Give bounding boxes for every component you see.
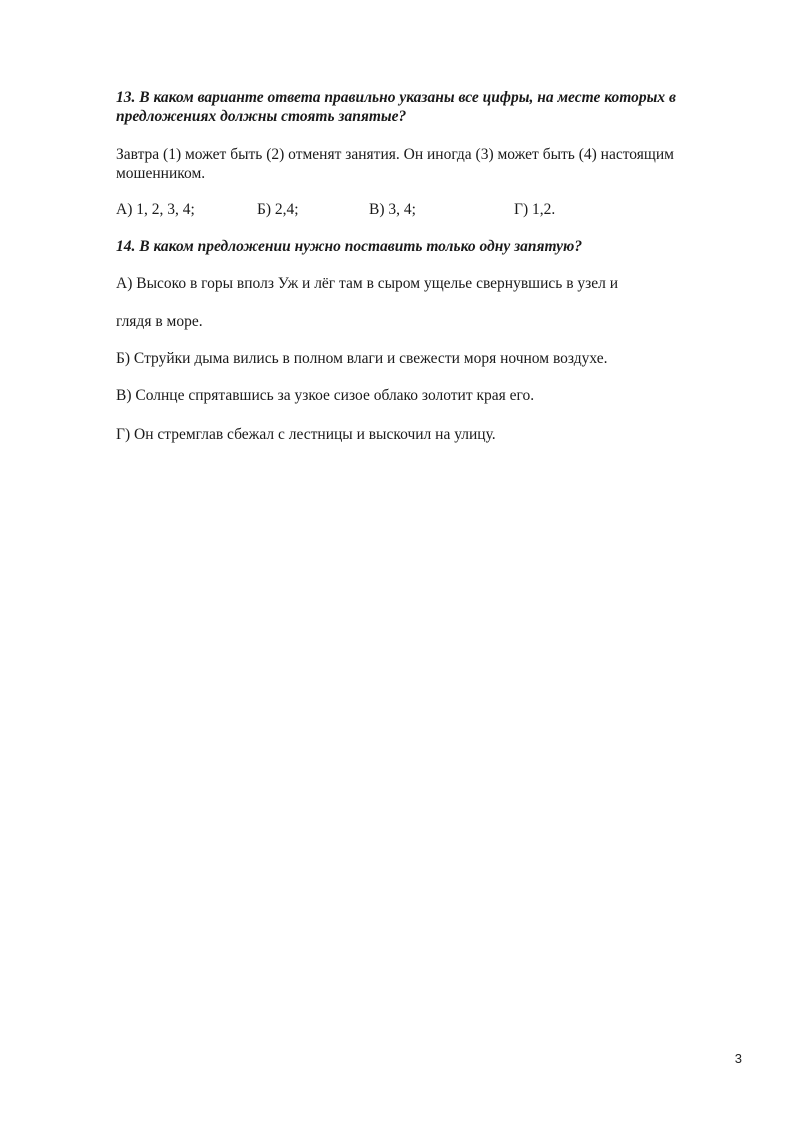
question-13-option-c: В) 3, 4; [369, 201, 416, 218]
question-13-text: Завтра (1) может быть (2) отменят занятия. Он иногда (3) может быть (4) настоящим мошенником. [116, 146, 674, 182]
question-13-option-a: А) 1, 2, 3, 4; [116, 201, 195, 218]
page-number: 3 [734, 1051, 742, 1066]
question-14-option-a-line2: глядя в море. [116, 313, 203, 330]
question-14-title: 14. В каком предложении нужно поставить только одну запятую? [116, 238, 583, 255]
question-13-option-b: Б) 2,4; [257, 201, 299, 218]
question-14-option-b: Б) Струйки дыма вились в полном влаги и свежести моря ночном воздухе. [116, 350, 608, 367]
question-14-option-d: Г) Он стремглав сбежал с лестницы и выскочил на улицу. [116, 426, 496, 443]
question-13-option-d: Г) 1,2. [514, 201, 556, 218]
question-14-option-c: В) Солнце спрятавшись за узкое сизое облако золотит края его. [116, 387, 535, 404]
question-13-title: 13. В каком варианте ответа правильно указаны все цифры, на месте которых в предложениях должны стоять запятые? [116, 89, 676, 125]
question-14-option-a-line1: А) Высоко в горы вполз Уж и лёг там в сыром ущелье свернувшись в узел и [116, 275, 619, 292]
